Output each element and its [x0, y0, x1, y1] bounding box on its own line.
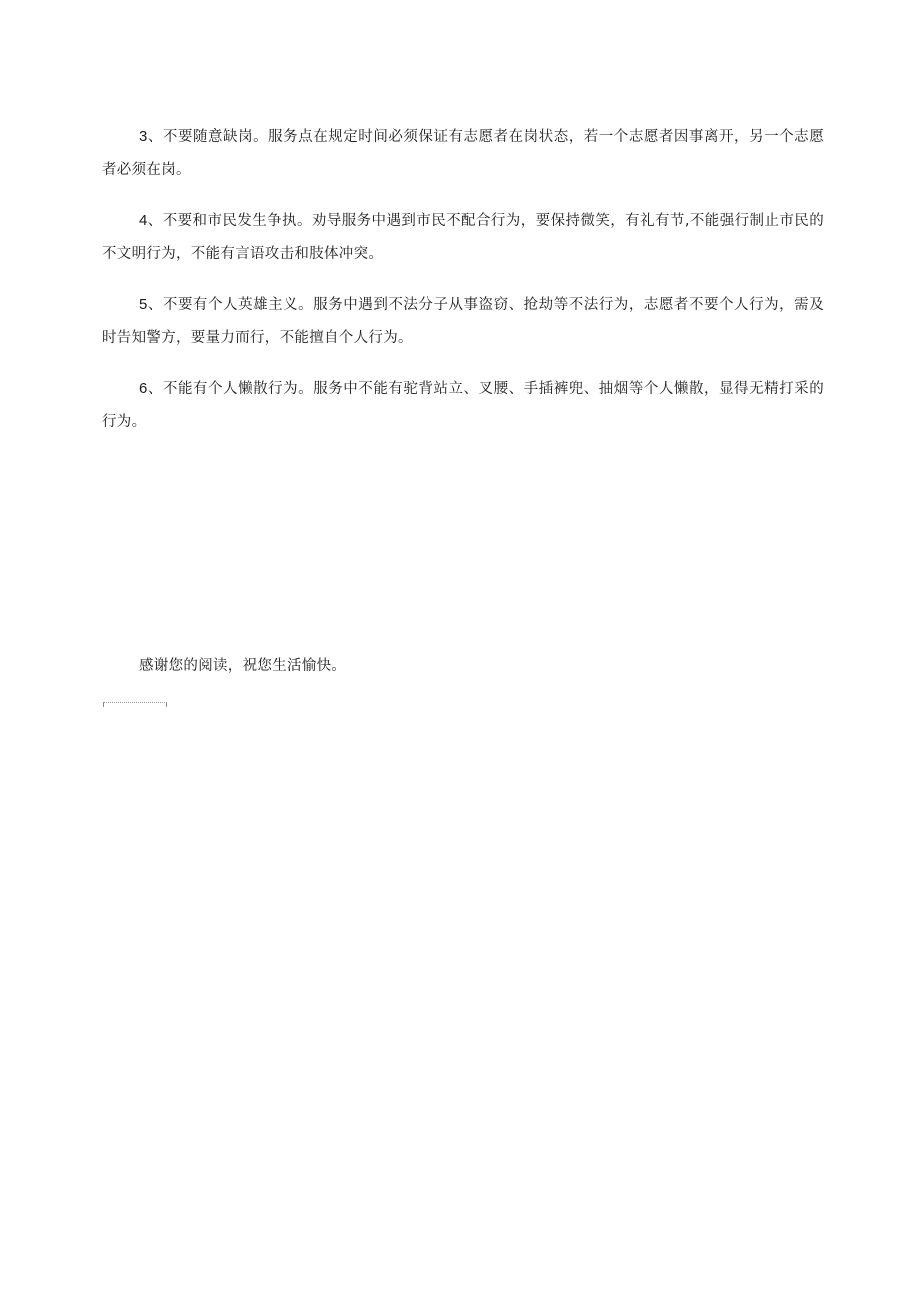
paragraph-text: 、不能有个人懒散行为。服务中不能有驼背站立、叉腰、手插裤兜、抽烟等个人懒散，显得无精打采的行为。 [102, 381, 824, 430]
item-number: 6 [139, 380, 148, 397]
paragraph-3 [102, 120, 824, 187]
item-number: 4 [139, 212, 148, 229]
closing-text: 感谢您的阅读，祝您生活愉快。 [139, 658, 347, 674]
paragraph-4 [102, 204, 824, 271]
paragraph-text: 、不要有个人英雄主义。服务中遇到不法分子从事盗窃、抢劫等不法行为，志愿者不要个人行为，需及时告知警方，要量力而行，不能擅自个人行为。 [102, 297, 824, 346]
paragraph-text: 、不要和市民发生争执。劝导服务中遇到市民不配合行为，要保持微笑，有礼有节,不能强行制止市民的不文明行为，不能有言语攻击和肢体冲突。 [102, 213, 824, 262]
document-body [102, 120, 824, 456]
paragraph-5 [102, 288, 824, 355]
item-number: 3 [139, 128, 148, 145]
paragraph-text: 、不要随意缺岗。服务点在规定时间必须保证有志愿者在岗状态，若一个志愿者因事离开，另一个志愿者必须在岗。 [102, 129, 824, 178]
footer-divider [103, 702, 167, 707]
paragraph-6 [102, 372, 824, 439]
item-number: 5 [139, 296, 148, 313]
